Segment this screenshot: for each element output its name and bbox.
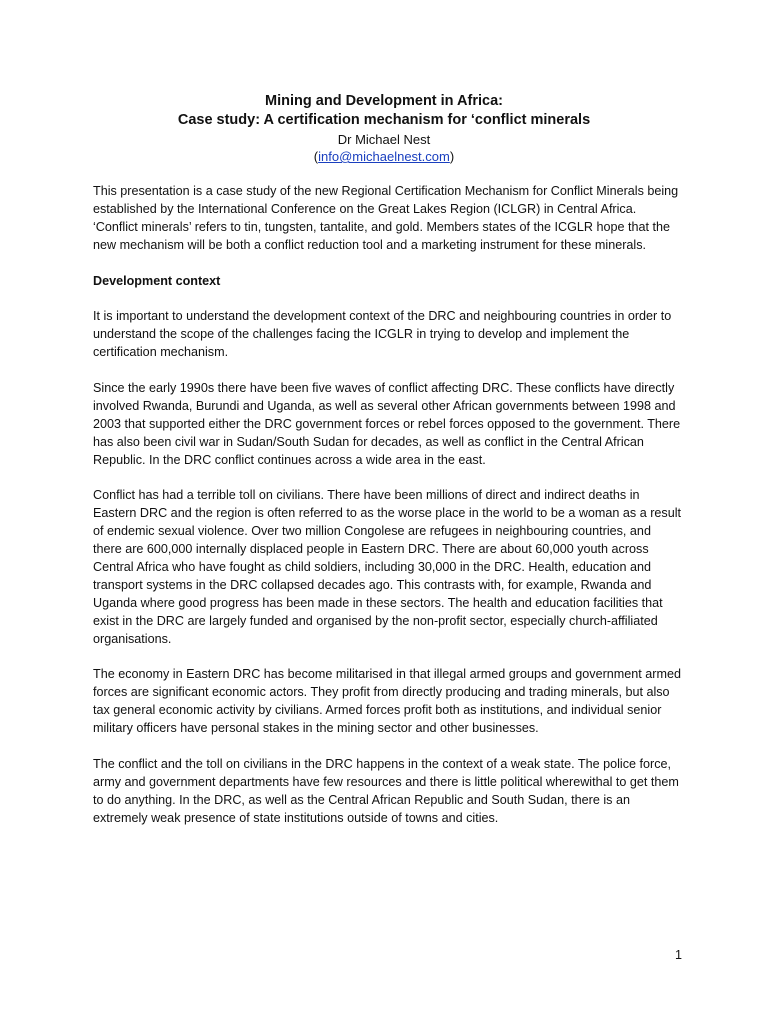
author-name: Dr Michael Nest (337, 132, 431, 147)
paragraph-weak-state: The conflict and the toll on civilians in the DRC happens in the context of a weak state. The police force, army and government departments have few resources and there is little political wherewithal to get them to do anything. In the DRC, as well as the Central African Republic and South Sudan, there is an extremely weak presence of state institutions outside of towns and cities. (93, 756, 679, 825)
document-title-line1: Mining and Development in Africa: (265, 93, 503, 109)
paragraph-conflict-waves: Since the early 1990s there have been five waves of conflict affecting DRC. These conflicts have directly involved Rwanda, Burundi and Uganda, as well as several other African governments between 1998 and 2003 that supported either the DRC government forces or rebel forces opposed to the government. There has also been civil war in Sudan/South Sudan for decades, as well as conflict in the Central African Republic. In the DRC conflict continues across a wide area in the east. (93, 380, 681, 467)
page-number: 1 (674, 948, 682, 962)
document-title-line2: Case study: A certification mechanism for ‘conflict minerals (177, 112, 591, 128)
paragraph-development-context: It is important to understand the development context of the DRC and neighbouring countries in order to understand the scope of the challenges facing the ICGLR in trying to develop and implement the certification mechanism. (93, 309, 672, 360)
document-body (93, 183, 683, 845)
author-email-line (0, 148, 768, 165)
section-heading-development-context: Development context (93, 273, 221, 288)
email-open-paren: ( (313, 149, 319, 164)
paragraph-militarised-economy: The economy in Eastern DRC has become militarised in that illegal armed groups and government armed forces are significant economic actors. They profit from directly producing and trading minerals, but also tax general economic activity by civilians. Armed forces profit both as institutions, and individual senior military officers have personal stakes in the mining sector and other businesses. (93, 667, 681, 736)
paragraph-civilian-toll: Conflict has had a terrible toll on civilians. There have been millions of direct and indirect deaths in Eastern DRC and the region is often referred to as the worse place in the world to be a woman as a result of endemic sexual violence. Over two million Congolese are refugees in neighbouring countries, and there are 600,000 internally displaced people in Eastern DRC. There are about 60,000 youth across Central Africa who have fought as child soldiers, including 30,000 in the DRC. Health, education and transport systems in the DRC collapsed decades ago. This contrasts with, for example, Rwanda and Uganda where good progress has been made in these sectors. The health and education facilities that exist in the DRC are largely funded and organised by the non-profit sector, especially church-affiliated organisations. (93, 488, 682, 646)
email-close-paren: ) (449, 149, 455, 164)
intro-paragraph: This presentation is a case study of the new Regional Certification Mechanism for Conflict Minerals being established by the International Conference on the Great Lakes Region (ICLGR) in Central Africa. ‘Conflict minerals’ refers to tin, tungsten, tantalite, and gold. Members states of the ICGLR hope that the new mechanism will be both a conflict reduction tool and a marketing instrument for these minerals. (93, 184, 679, 252)
author-email-link[interactable]: info@michaelnest.com (318, 149, 450, 164)
document-header (0, 92, 768, 165)
